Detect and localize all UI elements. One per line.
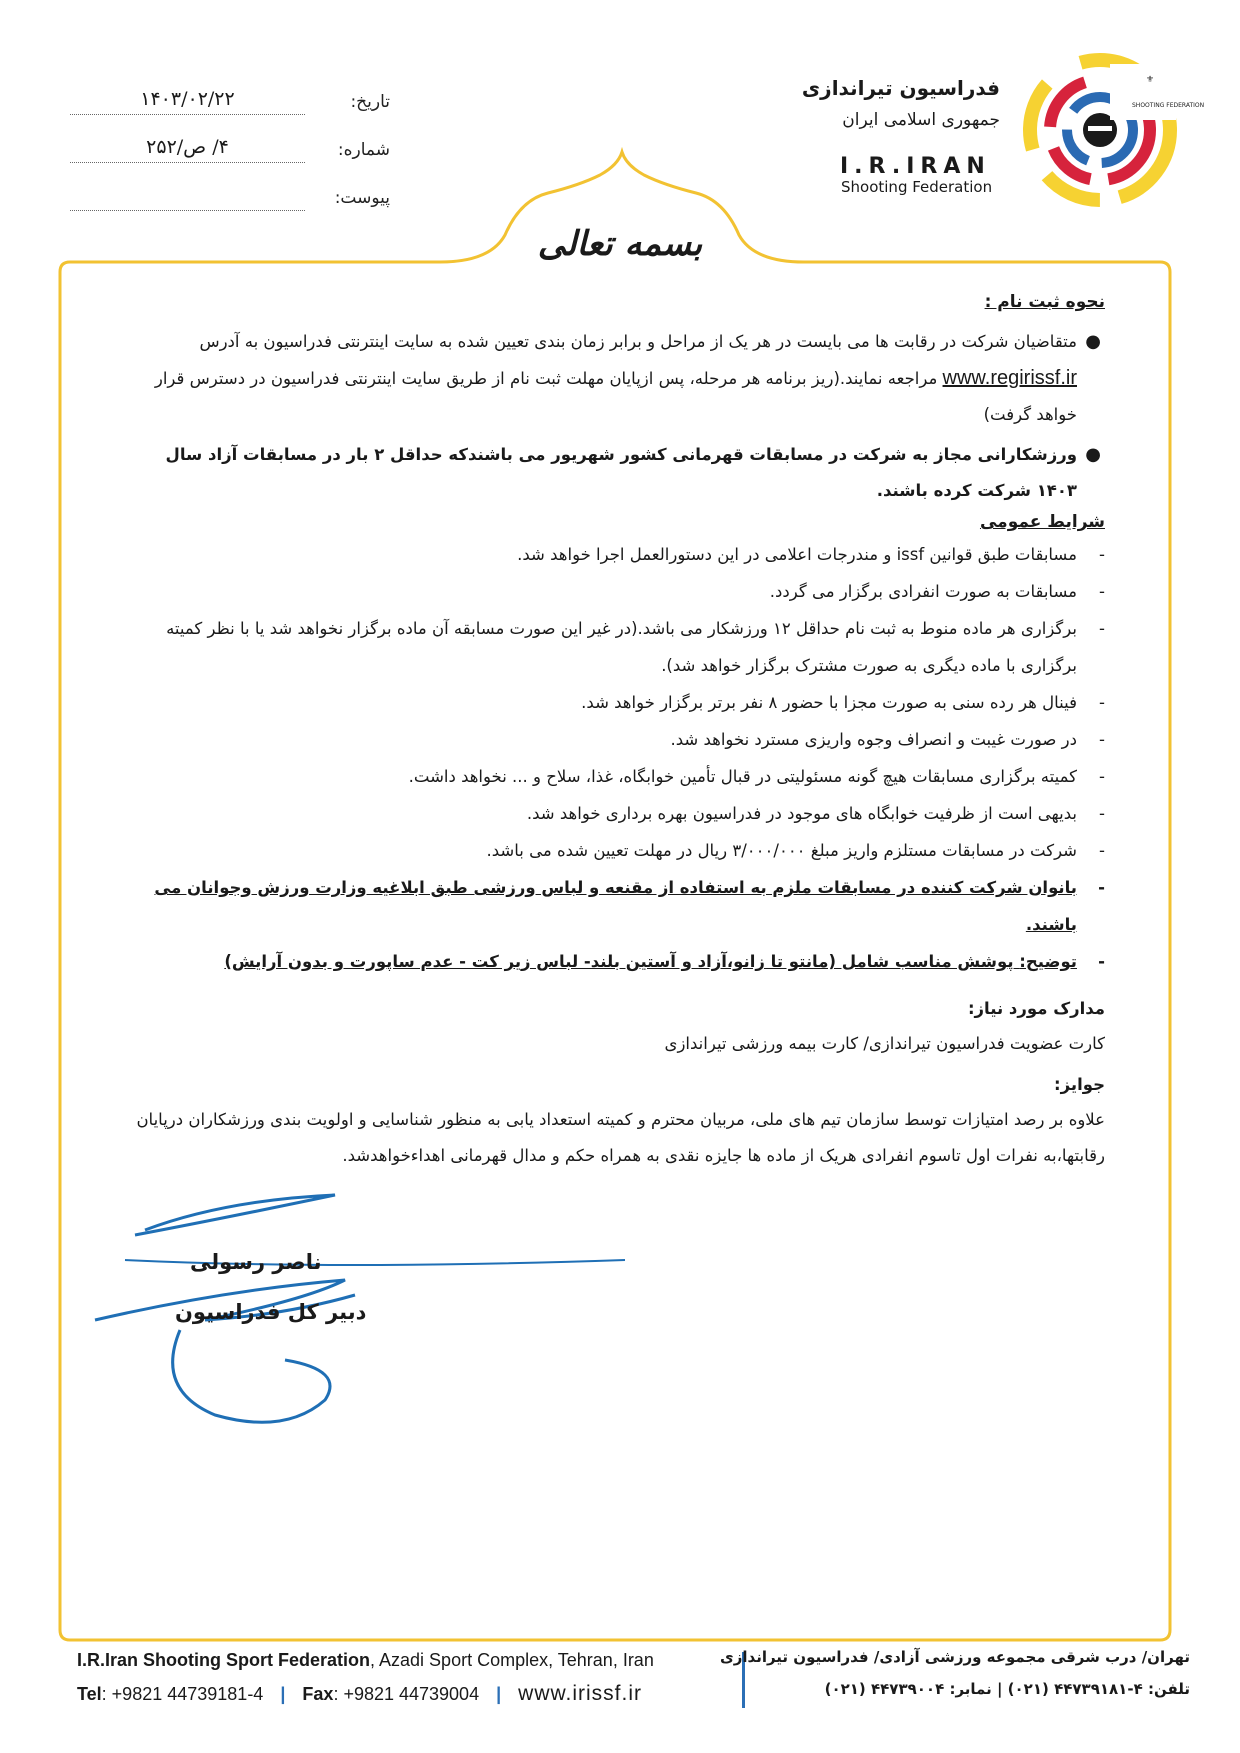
date-row — [70, 88, 390, 122]
general-item: - شرکت در مسابقات مستلزم واریز مبلغ ۳/۰۰۰/۰۰۰ ریال در مهلت تعیین شده می باشد. — [486, 841, 1105, 860]
dress-explanation-label: توضیح: — [1019, 952, 1077, 971]
footer-org-en — [77, 1650, 654, 1671]
registration-heading: نحوه ثبت نام : — [984, 292, 1105, 312]
org-name-en: I.R.IRAN — [840, 154, 991, 179]
general-heading: شرایط عمومی — [979, 512, 1105, 532]
org-name-fa: فدراسیون تیراندازی — [801, 76, 1000, 100]
logo-caption: SHOOTING FEDERATION — [1132, 102, 1205, 109]
general-section — [120, 512, 1105, 980]
registration-section — [120, 292, 1105, 509]
bullet-icon: ● — [1085, 331, 1101, 352]
general-item-text: مسابقات به صورت انفرادی برگزار می گردد. — [769, 582, 1077, 601]
general-item-text: برگزاری هر ماده منوط به ثبت نام حداقل ۱۲ ورزشکار می باشد.(در غیر این صورت مسابقه آن ماده برگزار نخواهد شد یا با نظر کمیته برگزاری با ماده دیگری به صورت مشترک برگزار خواهد شد). — [166, 619, 1077, 675]
footer-website-link[interactable]: www.irissf.ir — [518, 1682, 642, 1705]
date-value: ۱۴۰۳/۰۲/۲۲ — [70, 88, 305, 115]
registration-bullet-2-text: ورزشکارانی مجاز به شرکت در مسابقات قهرمانی کشور شهریور می باشندکه حداقل ۲ بار در مسابقات آزاد سال ۱۴۰۳ شرکت کرده باشند. — [165, 445, 1077, 500]
signer-title: دبیر کل فدراسیون — [175, 1300, 367, 1324]
footer-contacts-en: Tel: +9821 44739181-4 | Fax: +9821 44739004 | www.irissf.ir — [77, 1682, 642, 1705]
footer-fax-value: : +9821 44739004 — [333, 1684, 480, 1704]
documents-text: کارت عضویت فدراسیون تیراندازی/ کارت بیمه ورزشی تیراندازی — [664, 1034, 1105, 1053]
footer-tel-label: Tel — [77, 1684, 102, 1704]
footer-tel-value: : +9821 44739181-4 — [101, 1684, 264, 1704]
general-item-text: در صورت غیبت و انصراف وجوه واریزی مسترد نخواهد شد. — [670, 730, 1077, 749]
attachment-label: پیوست: — [334, 188, 390, 208]
footer-org-en-bold: I.R.Iran Shooting Sport Federation — [77, 1650, 371, 1670]
prizes-heading: جوایز: — [1054, 1075, 1105, 1094]
general-item: - برگزاری هر ماده منوط به ثبت نام حداقل ۱۲ ورزشکار می باشد.(در غیر این صورت مسابقه آن ماده برگزار نخواهد شد یا با نظر کمیته برگزاری با ماده دیگری به صورت مشترک برگزار خواهد شد). — [166, 619, 1105, 675]
number-row — [70, 136, 390, 170]
general-item: - بدیهی است از ظرفیت خوابگاه های موجود در فدراسیون بهره برداری خواهد شد. — [526, 804, 1105, 823]
registration-bullet-1-text-b: مراجعه نمایند.(ریز برنامه هر مرحله، پس ازپایان مهلت ثبت نام از طریق سایت اینترنتی فدراسیون در دسترس قرار خواهد گرفت) — [154, 369, 1077, 424]
date-label: تاریخ: — [350, 92, 390, 112]
general-item: - مسابقات طبق قوانین issf و مندرجات اعلامی در این دستورالعمل اجرا خواهد شد. — [517, 545, 1105, 564]
general-item-text: فینال هر رده سنی به صورت مجزا با حضور ۸ نفر برتر برگزار خواهد شد. — [581, 693, 1077, 712]
women-dress-note-text: بانوان شرکت کننده در مسابقات ملزم به استفاده از مقنعه و لباس ورزشی طبق ابلاغیه وزارت ورزش وجوانان می باشند. — [154, 878, 1077, 934]
number-label: شماره: — [337, 140, 390, 160]
general-item-text: بدیهی است از ظرفیت خوابگاه های موجود در فدراسیون بهره برداری خواهد شد. — [526, 804, 1077, 823]
general-item: - مسابقات به صورت انفرادی برگزار می گردد. — [769, 582, 1105, 601]
prizes-section — [120, 1068, 1105, 1174]
women-dress-note: - بانوان شرکت کننده در مسابقات ملزم به استفاده از مقنعه و لباس ورزشی طبق ابلاغیه وزارت ورزش وجوانان می باشند. — [154, 878, 1105, 934]
registration-url-link[interactable]: www.regirissf.ir — [942, 367, 1077, 389]
general-item: - کمیته برگزاری مسابقات هیچ گونه مسئولیتی در قبال تأمین خوابگاه، غذا، سلاح و ... نخواهد داشت. — [408, 767, 1105, 786]
prizes-text: علاوه بر رصد امتیازات توسط سازمان تیم های ملی، مربیان محترم و کمیته استعداد یابی به منظور شناسایی و اولویت بندی ورزشکاران درپایان رقابتها،به نفرات اول تاسوم انفرادی هریک از ماده ها جایزه نقدی به همراه حکم و مدال قهرمانی اهداءخواهدشد. — [136, 1110, 1105, 1165]
dress-explanation: - توضیح: پوشش مناسب شامل (مانتو تا زانو،آزاد و آستین بلند- لباس زیر کت - عدم ساپورت و بدون آرایش) — [224, 952, 1105, 971]
registration-bullet-1-text-a: متقاضیان شرکت در رقابت ها می بایست در هر یک از مراحل و برابر زمان بندی تعیین شده به سایت اینترنتی فدراسیون به آدرس — [199, 332, 1077, 351]
attachment-row — [70, 188, 390, 218]
registration-bullet-1 — [120, 324, 1105, 433]
footer-org-en-rest: , Azadi Sport Complex, Tehran, Iran — [370, 1650, 654, 1670]
attachment-value — [70, 184, 305, 211]
general-item-text: مسابقات طبق قوانین issf و مندرجات اعلامی در این دستورالعمل اجرا خواهد شد. — [517, 545, 1077, 564]
bullet-icon: ● — [1085, 444, 1101, 465]
footer-phones-fa: تلفن: ۴-۴۴۷۳۹۱۸۱ (۰۲۱) | نمابر: ۴۴۷۳۹۰۰۴ (۰۲۱) — [824, 1680, 1190, 1698]
basmala: بسمه تعالی — [537, 224, 703, 264]
general-item: - در صورت غیبت و انصراف وجوه واریزی مسترد نخواهد شد. — [670, 730, 1105, 749]
org-country-fa: جمهوری اسلامی ایران — [842, 110, 1000, 130]
documents-section — [120, 992, 1105, 1062]
general-item: - فینال هر رده سنی به صورت مجزا با حضور ۸ نفر برتر برگزار خواهد شد. — [581, 693, 1105, 712]
svg-text:⚜: ⚜ — [1146, 75, 1155, 85]
federation-logo — [1022, 52, 1205, 208]
registration-bullet-2 — [120, 437, 1105, 509]
dress-explanation-text: پوشش مناسب شامل (مانتو تا زانو،آزاد و آستین بلند- لباس زیر کت - عدم ساپورت و بدون آرایش) — [224, 952, 1014, 971]
footer-fax-label: Fax — [302, 1684, 334, 1704]
general-item-text: کمیته برگزاری مسابقات هیچ گونه مسئولیتی در قبال تأمین خوابگاه، غذا، سلاح و ... نخواهد داشت. — [408, 767, 1077, 786]
general-item-text: شرکت در مسابقات مستلزم واریز مبلغ ۳/۰۰۰/۰۰۰ ریال در مهلت تعیین شده می باشد. — [486, 841, 1077, 860]
org-subtitle-en: Shooting Federation — [841, 178, 993, 196]
documents-heading: مدارک مورد نیاز: — [967, 999, 1105, 1018]
signer-name: ناصر رسولی — [190, 1250, 322, 1274]
number-value: ۴/ ص/۲۵۲ — [70, 136, 305, 163]
footer-address-fa: تهران/ درب شرقی مجموعه ورزشی آزادی/ فدراسیون تیراندازی — [720, 1648, 1190, 1666]
